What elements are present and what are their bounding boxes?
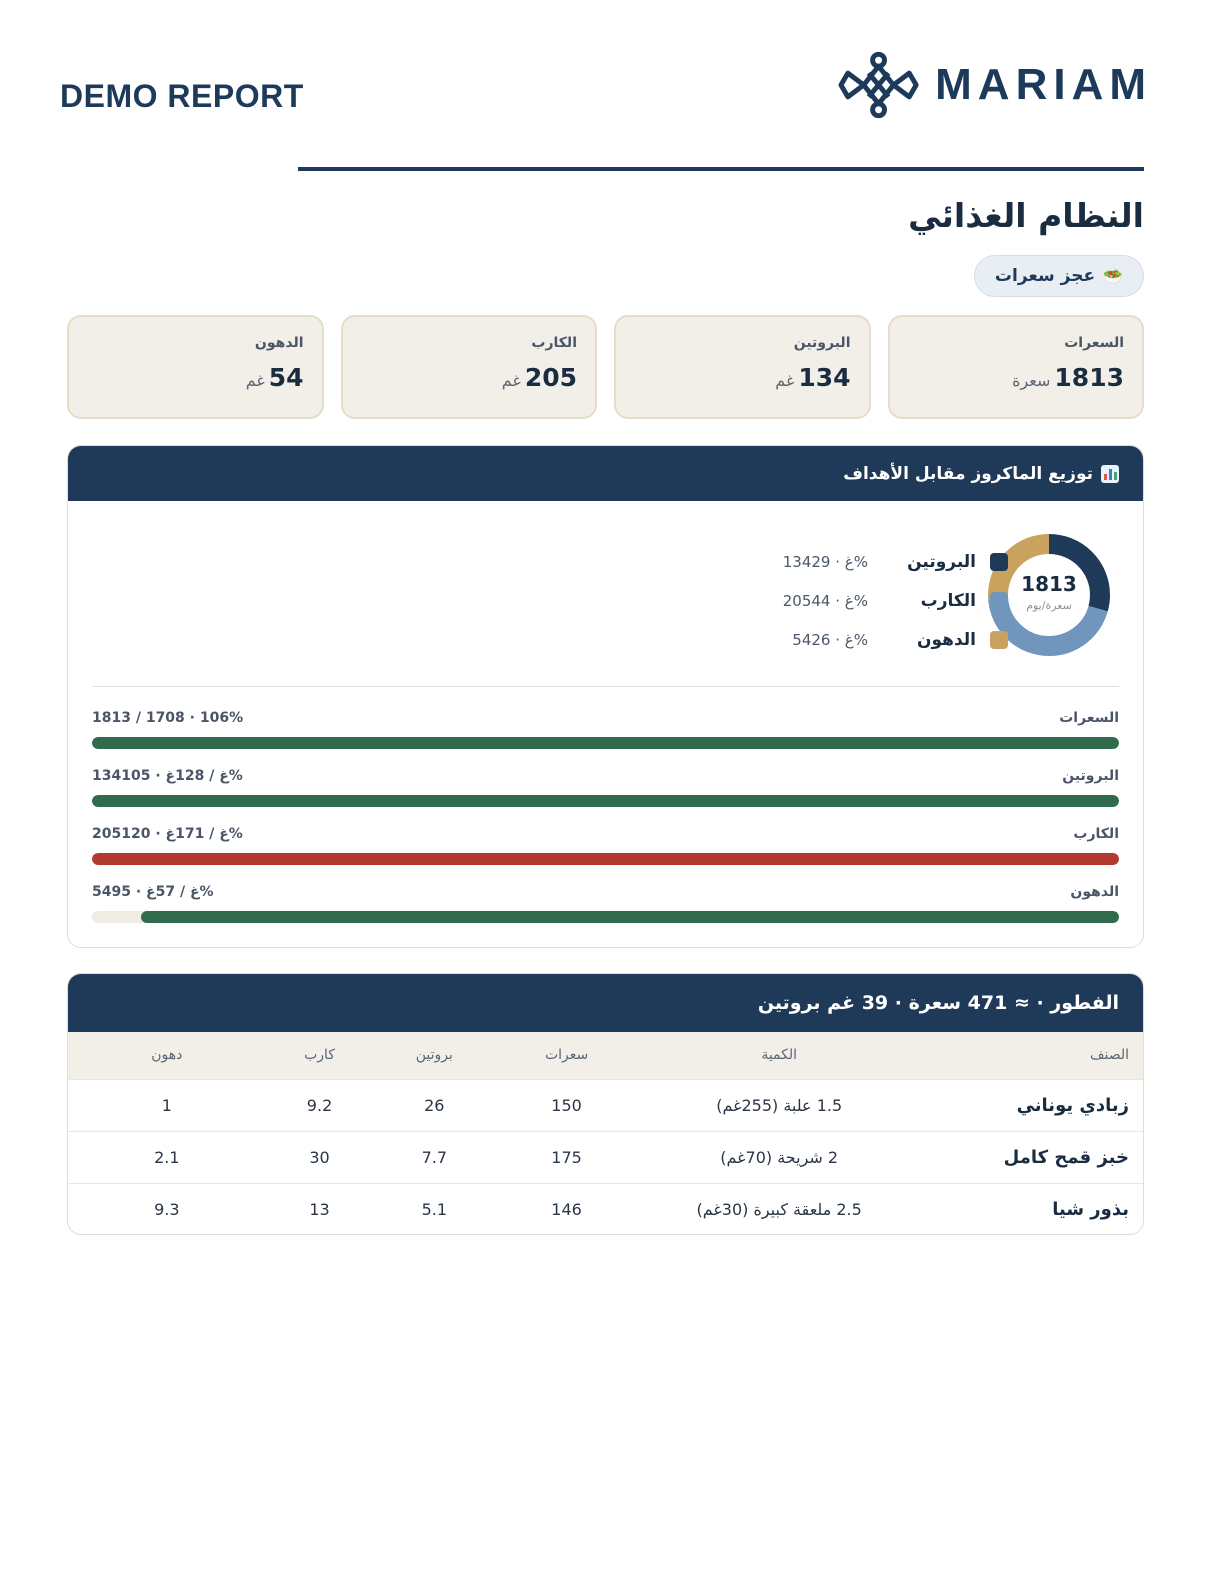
- food-name: زبادي يوناني: [920, 1079, 1143, 1131]
- quantity-cell: 2.5 ملعقة كبيرة (30غم): [638, 1183, 920, 1235]
- progress-fill: [92, 853, 1119, 865]
- card-label: الدهون: [254, 335, 304, 351]
- legend-swatch: [990, 631, 1008, 649]
- calories-cell: 146: [495, 1183, 638, 1235]
- macro-distribution-panel: [67, 445, 1144, 948]
- column-header: سعرات: [544, 1047, 589, 1064]
- progress-track: [92, 911, 1119, 923]
- target-bar-carbs: [92, 826, 1119, 876]
- column-header: الصنف: [1089, 1047, 1129, 1064]
- quantity-cell: 1.5 علبة (255غم): [638, 1079, 920, 1131]
- summary-card-protein: [614, 315, 871, 419]
- protein-cell: 7.7: [373, 1131, 495, 1183]
- summary-card-fat: [67, 315, 324, 419]
- bar-value: 54غ / 57غ · 95%: [92, 884, 214, 900]
- meal-table: [68, 1032, 1143, 1235]
- calories-cell: 150: [495, 1079, 638, 1131]
- carbs-cell: 30: [266, 1131, 374, 1183]
- table-header-row: [68, 1032, 1143, 1079]
- card-value: 134غم: [775, 363, 851, 392]
- donut-legend: [708, 542, 1008, 659]
- card-label: الكارب: [531, 335, 577, 351]
- bar-label: السعرات: [1059, 710, 1119, 726]
- card-label: السعرات: [1064, 335, 1124, 351]
- carbs-cell: 9.2: [266, 1079, 374, 1131]
- progress-track: [92, 853, 1119, 865]
- bar-label: الكارب: [1073, 826, 1119, 842]
- protein-cell: 5.1: [373, 1183, 495, 1235]
- donut-center-value: 1813: [1021, 572, 1077, 596]
- bar-chart-icon: [1101, 465, 1119, 483]
- quantity-cell: 2 شريحة (70غم): [638, 1131, 920, 1183]
- column-header: الكمية: [761, 1047, 798, 1064]
- legend-swatch: [990, 592, 1008, 610]
- target-bar-calories: [92, 710, 1119, 760]
- legend-item: [708, 620, 1008, 659]
- logo-emblem-icon: [836, 51, 921, 119]
- bar-value: 134غ / 128غ · 105%: [92, 768, 243, 784]
- legend-label: الدهون: [917, 629, 976, 650]
- card-label: البروتين: [793, 335, 851, 351]
- panel-title: توزيع الماكروز مقابل الأهداف: [843, 463, 1093, 484]
- panel-header: [68, 974, 1143, 1032]
- target-bar-protein: [92, 768, 1119, 818]
- food-name: خبز قمح كامل: [920, 1131, 1143, 1183]
- logo-wordmark: MARIAM: [935, 60, 1152, 109]
- legend-label: البروتين: [907, 551, 976, 572]
- legend-value: 54غ · 26%: [792, 630, 868, 649]
- progress-fill: [141, 911, 1119, 923]
- card-value: 54غم: [245, 363, 304, 392]
- bar-value: 1813 / 1708 · 106%: [92, 710, 244, 726]
- column-header: كارب: [304, 1047, 335, 1064]
- column-header: دهون: [151, 1047, 183, 1064]
- protein-cell: 26: [373, 1079, 495, 1131]
- table-row: [68, 1183, 1143, 1235]
- breakfast-panel: [67, 973, 1144, 1235]
- status-badge-label: عجز سعرات: [994, 266, 1096, 286]
- progress-track: [92, 795, 1119, 807]
- column-header: بروتين: [415, 1047, 453, 1064]
- target-bar-fat: [92, 884, 1119, 934]
- progress-track: [92, 737, 1119, 749]
- legend-value: 134غ · 29%: [782, 552, 868, 571]
- salad-bowl-icon: 🥗: [1103, 266, 1123, 286]
- summary-cards: [67, 315, 1144, 419]
- donut-center-label: سعرة/يوم: [1026, 599, 1072, 612]
- bar-label: الدهون: [1070, 884, 1119, 900]
- legend-swatch: [990, 553, 1008, 571]
- calories-cell: 175: [495, 1131, 638, 1183]
- panel-divider: [92, 686, 1119, 687]
- legend-item: [708, 542, 1008, 581]
- card-value: 205غم: [501, 363, 577, 392]
- bar-label: البروتين: [1062, 768, 1119, 784]
- fat-cell: 9.3: [68, 1183, 266, 1235]
- legend-value: 205غ · 44%: [782, 591, 868, 610]
- carbs-cell: 13: [266, 1183, 374, 1235]
- summary-card-calories: [888, 315, 1145, 419]
- card-value: 1813سعرة: [1012, 363, 1124, 392]
- legend-item: [708, 581, 1008, 620]
- summary-card-carbs: [341, 315, 598, 419]
- status-badge: [974, 255, 1144, 297]
- progress-fill: [92, 737, 1119, 749]
- header-rule: [298, 167, 1144, 171]
- panel-header: [68, 446, 1143, 501]
- table-row: [68, 1079, 1143, 1131]
- food-name: بذور شيا: [920, 1183, 1143, 1235]
- progress-fill: [92, 795, 1119, 807]
- brand-logo: [836, 50, 1152, 120]
- report-title: DEMO REPORT: [60, 78, 304, 114]
- fat-cell: 1: [68, 1079, 266, 1131]
- meal-title: الفطور · ≈ 471 سعرة · 39 غم بروتين: [757, 992, 1119, 1014]
- table-row: [68, 1131, 1143, 1183]
- legend-label: الكارب: [920, 590, 976, 611]
- page-title: النظام الغذائي: [908, 196, 1144, 235]
- fat-cell: 2.1: [68, 1131, 266, 1183]
- bar-value: 205غ / 171غ · 120%: [92, 826, 243, 842]
